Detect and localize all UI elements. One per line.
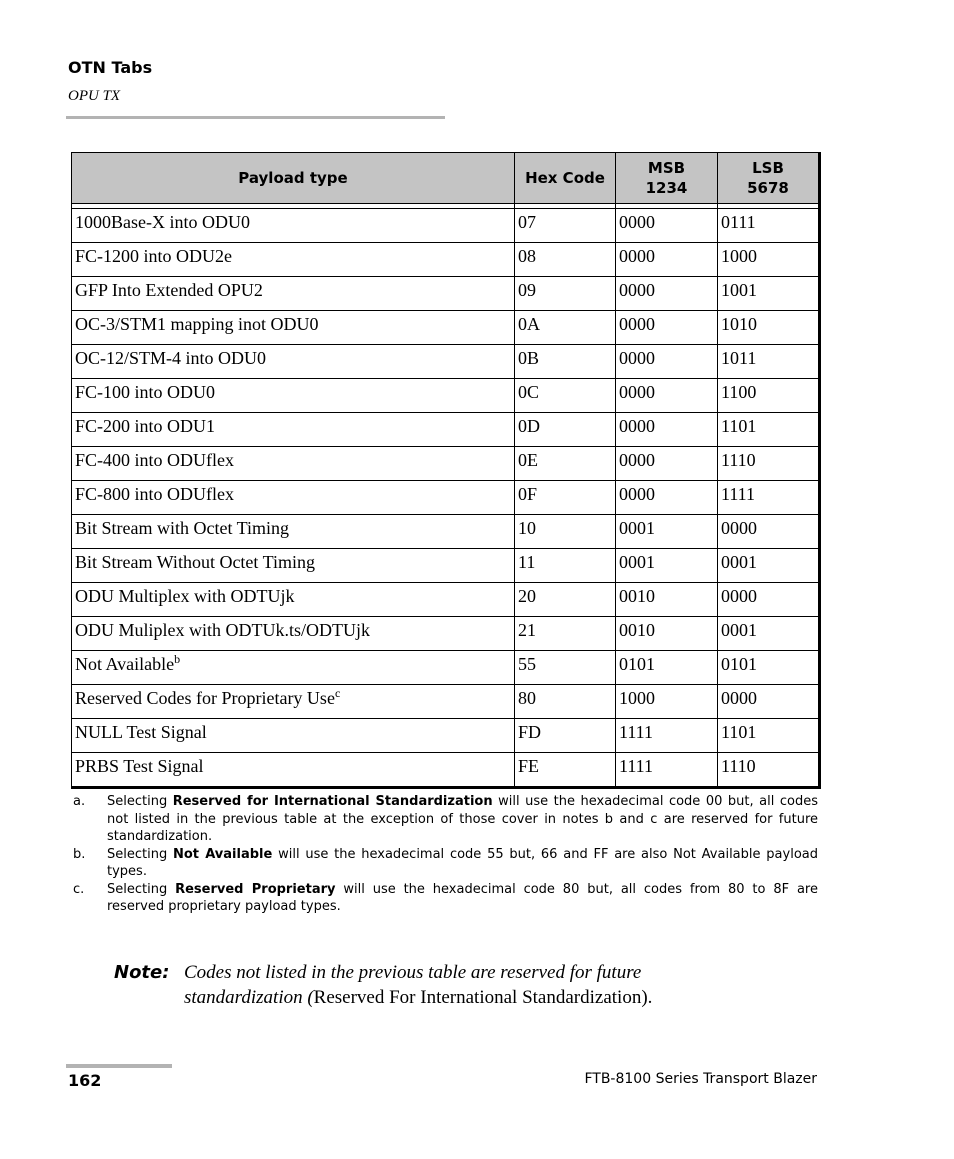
cell-hex-code — [515, 277, 616, 311]
table-row — [72, 481, 820, 515]
cell-msb — [616, 379, 718, 413]
note-plain-text: Reserved For International Standardization). — [313, 987, 653, 1008]
cell-msb-text: 0000 — [619, 212, 655, 232]
cell-payload-type-text: ODU Muliplex with ODTUk.ts/ODTUjk — [75, 620, 370, 640]
table-row — [72, 311, 820, 345]
cell-lsb-text: 0001 — [721, 620, 757, 640]
footnote-pre: Selecting — [107, 846, 173, 862]
cell-lsb — [718, 549, 820, 583]
cell-lsb-text: 0111 — [721, 212, 756, 232]
table-row — [72, 345, 820, 379]
cell-msb-text: 0101 — [619, 654, 655, 674]
cell-hex-code-text: 21 — [518, 620, 536, 640]
payload-type-table — [71, 152, 821, 789]
footnote-pre: Selecting — [107, 881, 176, 897]
cell-msb — [616, 413, 718, 447]
cell-payload-type — [72, 345, 515, 379]
table-row — [72, 685, 820, 719]
cell-lsb-text: 1100 — [721, 382, 757, 402]
table-row — [72, 651, 820, 685]
cell-msb — [616, 549, 718, 583]
cell-payload-type — [72, 515, 515, 549]
table-row — [72, 413, 820, 447]
cell-payload-type — [72, 311, 515, 345]
cell-msb — [616, 481, 718, 515]
table-row — [72, 379, 820, 413]
page-number: 162 — [68, 1071, 102, 1090]
footnote-pre: Selecting — [107, 794, 173, 809]
lsb-label: LSB — [752, 159, 784, 177]
cell-payload-type — [72, 719, 515, 753]
cell-hex-code — [515, 583, 616, 617]
cell-msb — [616, 345, 718, 379]
footnote-text — [107, 793, 818, 846]
cell-payload-type-text: Reserved Codes for Proprietary Use — [75, 688, 335, 708]
cell-payload-type-text: FC-100 into ODU0 — [75, 382, 216, 402]
section-title: OTN Tabs — [68, 58, 153, 77]
cell-lsb — [718, 209, 820, 243]
cell-payload-type-text: FC-1200 into ODU2e — [75, 246, 232, 266]
cell-payload-type-text: GFP Into Extended OPU2 — [75, 280, 263, 300]
col-header-hex-code: Hex Code — [515, 153, 616, 204]
cell-payload-type — [72, 651, 515, 685]
cell-payload-type — [72, 753, 515, 788]
cell-hex-code-text: 08 — [518, 246, 536, 266]
cell-payload-type-text: FC-800 into ODUflex — [75, 484, 234, 504]
cell-payload-type — [72, 549, 515, 583]
cell-msb-text: 1000 — [619, 688, 655, 708]
cell-lsb — [718, 651, 820, 685]
col-header-msb — [616, 153, 718, 204]
cell-lsb-text: 1000 — [721, 246, 757, 266]
cell-lsb — [718, 379, 820, 413]
cell-hex-code-text: 0D — [518, 416, 540, 436]
cell-lsb-text: 1101 — [721, 722, 757, 742]
cell-hex-code — [515, 753, 616, 788]
table-row — [72, 243, 820, 277]
cell-payload-type — [72, 583, 515, 617]
footnote-ref: b — [174, 652, 181, 666]
cell-lsb-text: 1110 — [721, 450, 756, 470]
cell-lsb — [718, 311, 820, 345]
cell-msb — [616, 209, 718, 243]
cell-payload-type-text: Not Available — [75, 654, 175, 674]
cell-msb — [616, 311, 718, 345]
cell-hex-code-text: 0E — [518, 450, 538, 470]
cell-msb-text: 1111 — [619, 756, 653, 776]
cell-hex-code — [515, 719, 616, 753]
cell-payload-type — [72, 243, 515, 277]
footnote-letter: a. — [73, 794, 86, 809]
col-header-lsb — [718, 153, 820, 204]
cell-hex-code — [515, 243, 616, 277]
cell-lsb — [718, 345, 820, 379]
cell-msb-text: 0000 — [619, 314, 655, 334]
cell-msb-text: 0010 — [619, 620, 655, 640]
cell-lsb-text: 1011 — [721, 348, 757, 368]
cell-msb-text: 0000 — [619, 348, 655, 368]
cell-lsb-text: 1111 — [721, 484, 755, 504]
cell-lsb — [718, 753, 820, 788]
note-label: Note: — [114, 962, 170, 983]
cell-payload-type-text: OC-3/STM1 mapping inot ODU0 — [75, 314, 319, 334]
cell-hex-code-text: 0C — [518, 382, 540, 402]
cell-msb-text: 0000 — [619, 484, 655, 504]
cell-msb — [616, 685, 718, 719]
cell-lsb — [718, 583, 820, 617]
cell-lsb-text: 0101 — [721, 654, 757, 674]
cell-payload-type-text: 1000Base-X into ODU0 — [75, 212, 250, 232]
footnote-post: will use the hexadecimal code 80 but, all codes from 80 to 8F are reserved proprietary payload types. — [107, 881, 818, 914]
cell-lsb — [718, 719, 820, 753]
header-rule — [66, 116, 445, 119]
cell-hex-code — [515, 311, 616, 345]
table-row — [72, 583, 820, 617]
table-body — [72, 209, 820, 788]
cell-hex-code — [515, 209, 616, 243]
cell-msb — [616, 277, 718, 311]
cell-hex-code — [515, 617, 616, 651]
cell-hex-code-text: 20 — [518, 586, 536, 606]
cell-payload-type-text: Bit Stream with Octet Timing — [75, 518, 290, 538]
table-row — [72, 277, 820, 311]
cell-payload-type-text: ODU Multiplex with ODTUjk — [75, 586, 295, 606]
footnote-bold: Reserved Proprietary — [175, 881, 336, 897]
table-row — [72, 549, 820, 583]
cell-msb-text: 0000 — [619, 450, 655, 470]
cell-hex-code-text: 55 — [518, 654, 536, 674]
cell-msb-text: 0001 — [619, 552, 655, 572]
cell-lsb — [718, 617, 820, 651]
cell-msb — [616, 753, 718, 788]
table-row — [72, 515, 820, 549]
msb-label: MSB — [647, 159, 686, 177]
cell-msb-text: 0010 — [619, 586, 655, 606]
cell-hex-code — [515, 651, 616, 685]
cell-hex-code-text: 0F — [518, 484, 538, 504]
lsb-bits: 5678 — [747, 179, 789, 197]
cell-hex-code-text: 10 — [518, 518, 536, 538]
footnote-item — [73, 793, 818, 846]
footer-rule — [66, 1064, 172, 1068]
cell-msb-text: 1111 — [619, 722, 653, 742]
table-header-row — [72, 153, 820, 204]
cell-lsb-text: 1110 — [721, 756, 756, 776]
footnote-letter: c. — [73, 881, 85, 897]
table-row — [72, 753, 820, 788]
note-italic-text: Codes not listed in the previous table are reserved for future standardization ( — [184, 962, 642, 1008]
table-row — [72, 719, 820, 753]
cell-hex-code — [515, 345, 616, 379]
table-row — [72, 447, 820, 481]
cell-payload-type — [72, 277, 515, 311]
cell-msb-text: 0000 — [619, 280, 655, 300]
cell-msb — [616, 617, 718, 651]
cell-msb-text: 0000 — [619, 382, 655, 402]
cell-hex-code-text: 09 — [518, 280, 536, 300]
table-row — [72, 617, 820, 651]
cell-hex-code-text: FD — [518, 722, 542, 742]
cell-lsb-text: 1001 — [721, 280, 757, 300]
cell-lsb — [718, 515, 820, 549]
cell-lsb — [718, 277, 820, 311]
cell-payload-type-text: FC-400 into ODUflex — [75, 450, 234, 470]
footnote-letter: b. — [73, 846, 86, 862]
cell-lsb-text: 0000 — [721, 518, 757, 538]
footnote-post: will use the hexadecimal code 00 but, all codes not listed in the previous table at the exception of those cover in notes b and c are reserved for future standardization. — [107, 794, 818, 844]
cell-msb — [616, 243, 718, 277]
cell-msb — [616, 583, 718, 617]
cell-lsb — [718, 685, 820, 719]
subsection-title: OPU TX — [68, 88, 121, 104]
cell-hex-code-text: 11 — [518, 552, 536, 572]
cell-hex-code — [515, 515, 616, 549]
footnote-ref: c — [334, 686, 341, 700]
cell-hex-code — [515, 481, 616, 515]
cell-lsb-text: 0001 — [721, 552, 757, 572]
cell-payload-type-text: NULL Test Signal — [75, 722, 207, 742]
footnote-text — [107, 846, 818, 881]
msb-bits: 1234 — [645, 179, 688, 197]
cell-lsb — [718, 481, 820, 515]
cell-payload-type — [72, 685, 515, 719]
cell-lsb — [718, 447, 820, 481]
cell-msb-text: 0001 — [619, 518, 655, 538]
cell-payload-type — [72, 617, 515, 651]
cell-payload-type — [72, 209, 515, 243]
footnote-text — [107, 881, 818, 916]
cell-payload-type-text: PRBS Test Signal — [75, 756, 204, 776]
cell-hex-code-text: 0B — [518, 348, 540, 368]
cell-hex-code-text: 07 — [518, 212, 536, 232]
cell-lsb-text: 0000 — [721, 688, 757, 708]
cell-payload-type — [72, 379, 515, 413]
cell-hex-code-text: 80 — [518, 688, 536, 708]
note-text — [184, 960, 754, 1010]
cell-payload-type-text: OC-12/STM-4 into ODU0 — [75, 348, 267, 368]
cell-payload-type-text: FC-200 into ODU1 — [75, 416, 216, 436]
cell-payload-type — [72, 413, 515, 447]
footnote-post: will use the hexadecimal code 55 but, 66 and FF are also Not Available payload types. — [107, 846, 818, 879]
cell-lsb-text: 1101 — [721, 416, 757, 436]
footnotes — [73, 793, 818, 916]
cell-lsb-text: 0000 — [721, 586, 757, 606]
footer-doc-title: FTB-8100 Series Transport Blazer — [584, 1071, 817, 1087]
cell-msb — [616, 515, 718, 549]
cell-lsb — [718, 243, 820, 277]
cell-msb-text: 0000 — [619, 246, 655, 266]
note-block — [114, 960, 754, 1010]
cell-payload-type — [72, 481, 515, 515]
cell-payload-type — [72, 447, 515, 481]
footnote-item — [73, 881, 818, 916]
footnote-bold: Reserved for International Standardization — [172, 794, 493, 809]
cell-msb — [616, 719, 718, 753]
cell-hex-code — [515, 447, 616, 481]
cell-msb-text: 0000 — [619, 416, 655, 436]
col-header-payload-type: Payload type — [72, 153, 515, 204]
cell-hex-code — [515, 685, 616, 719]
cell-lsb-text: 1010 — [721, 314, 757, 334]
footnote-item — [73, 846, 818, 881]
cell-msb — [616, 447, 718, 481]
cell-msb — [616, 651, 718, 685]
cell-hex-code-text: 0A — [518, 314, 540, 334]
footnote-bold: Not Available — [173, 846, 273, 862]
cell-hex-code — [515, 413, 616, 447]
cell-hex-code-text: FE — [518, 756, 540, 776]
cell-lsb — [718, 413, 820, 447]
cell-hex-code — [515, 549, 616, 583]
cell-hex-code — [515, 379, 616, 413]
table-row — [72, 209, 820, 243]
cell-payload-type-text: Bit Stream Without Octet Timing — [75, 552, 315, 572]
